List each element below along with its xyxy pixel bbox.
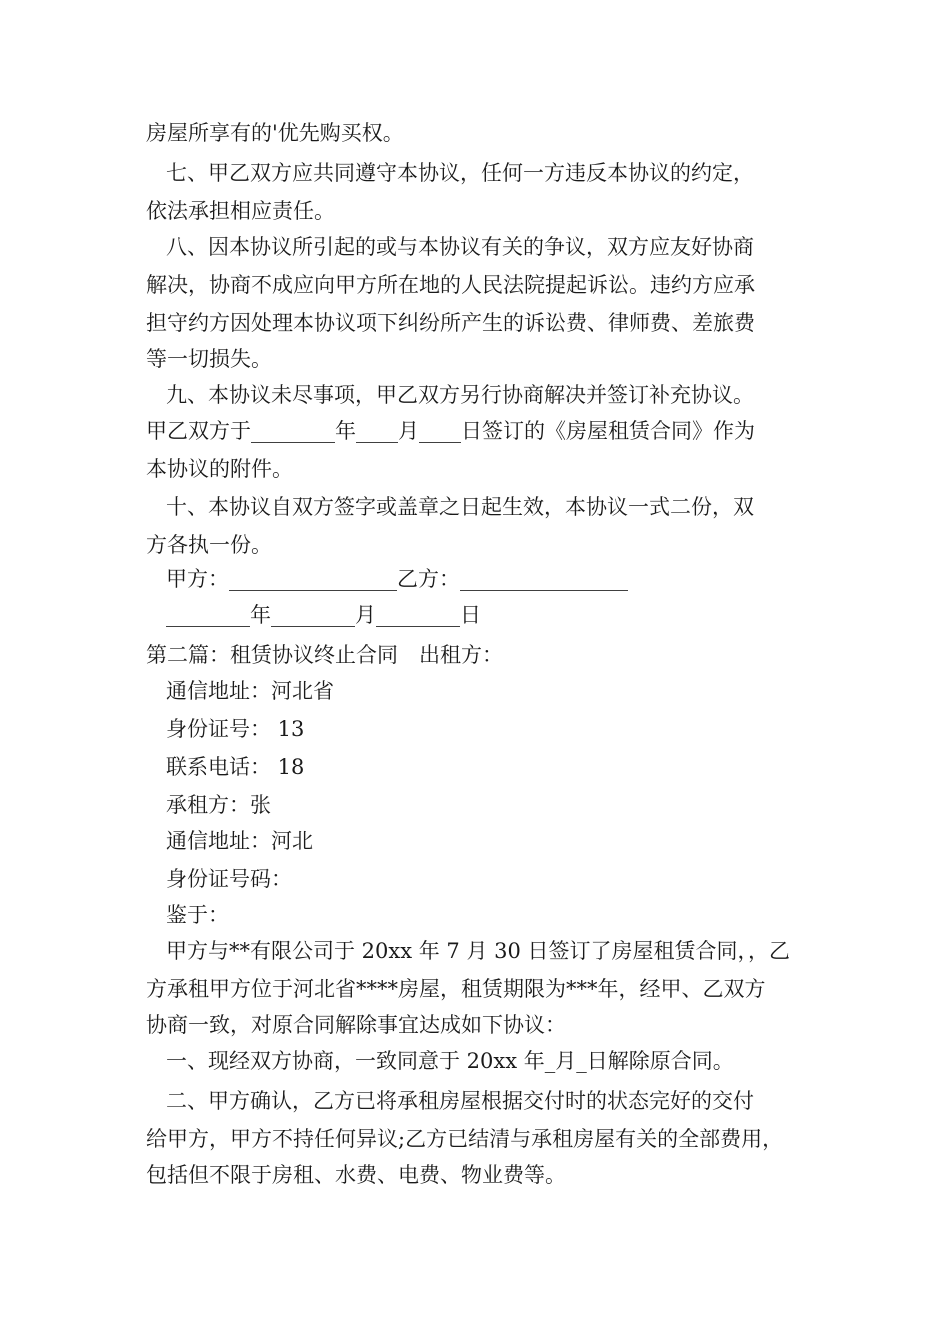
text-line: 七、甲乙双方应共同遵守本协议，任何一方违反本协议的约定， <box>166 161 754 185</box>
text-line: 八、因本协议所引起的或与本协议有关的争议，双方应友好协商 <box>166 235 754 259</box>
text-line: 给甲方，甲方不持任何异议;乙方已结清与承租房屋有关的全部费用， <box>146 1127 784 1151</box>
text-line: 包括但不限于房租、水费、电费、物业费等。 <box>146 1163 566 1187</box>
text-line: 承租方：张 <box>166 793 271 817</box>
section-heading: 第二篇：租赁协议终止合同 出租方： <box>146 643 503 667</box>
text-line: 联系电话： 18 <box>166 755 305 779</box>
text-line: 协商一致，对原合同解除事宜达成如下协议： <box>146 1013 566 1037</box>
signature-line: 甲方：________________乙方：________________ <box>166 567 628 591</box>
text-line: 甲乙双方于________年____月____日签订的《房屋租赁合同》作为 <box>146 419 755 443</box>
text-line: 一、现经双方协商，一致同意于 20xx 年_月_日解除原合同。 <box>166 1049 734 1073</box>
text-line: 房屋所享有的'优先购买权。 <box>146 121 404 145</box>
text-line: 等一切损失。 <box>146 347 272 371</box>
text-line: 甲方与**有限公司于 20xx 年 7 月 30 日签订了房屋租赁合同，，乙 <box>166 939 791 963</box>
text-line: 二、甲方确认，乙方已将承租房屋根据交付时的状态完好的交付 <box>166 1089 754 1113</box>
text-line: 方承租甲方位于河北省****房屋，租赁期限为***年，经甲、乙双方 <box>146 977 766 1001</box>
text-line: 通信地址：河北 <box>166 829 313 853</box>
text-line: 担守约方因处理本协议项下纠纷所产生的诉讼费、律师费、差旅费 <box>146 311 755 335</box>
text-line: 本协议的附件。 <box>146 457 293 481</box>
text-line: 身份证号码： <box>166 867 292 891</box>
text-line: 方各执一份。 <box>146 533 272 557</box>
text-line: 九、本协议未尽事项，甲乙双方另行协商解决并签订补充协议。 <box>166 383 754 407</box>
text-line: 鉴于： <box>166 903 229 927</box>
text-line: 十、本协议自双方签字或盖章之日起生效，本协议一式二份，双 <box>166 495 754 519</box>
text-line: 身份证号： 13 <box>166 717 305 741</box>
text-line: 解决，协商不成应向甲方所在地的人民法院提起诉讼。违约方应承 <box>146 273 755 297</box>
date-line: ________年________月________日 <box>166 603 481 627</box>
text-line: 通信地址：河北省 <box>166 679 334 703</box>
text-line: 依法承担相应责任。 <box>146 199 335 223</box>
